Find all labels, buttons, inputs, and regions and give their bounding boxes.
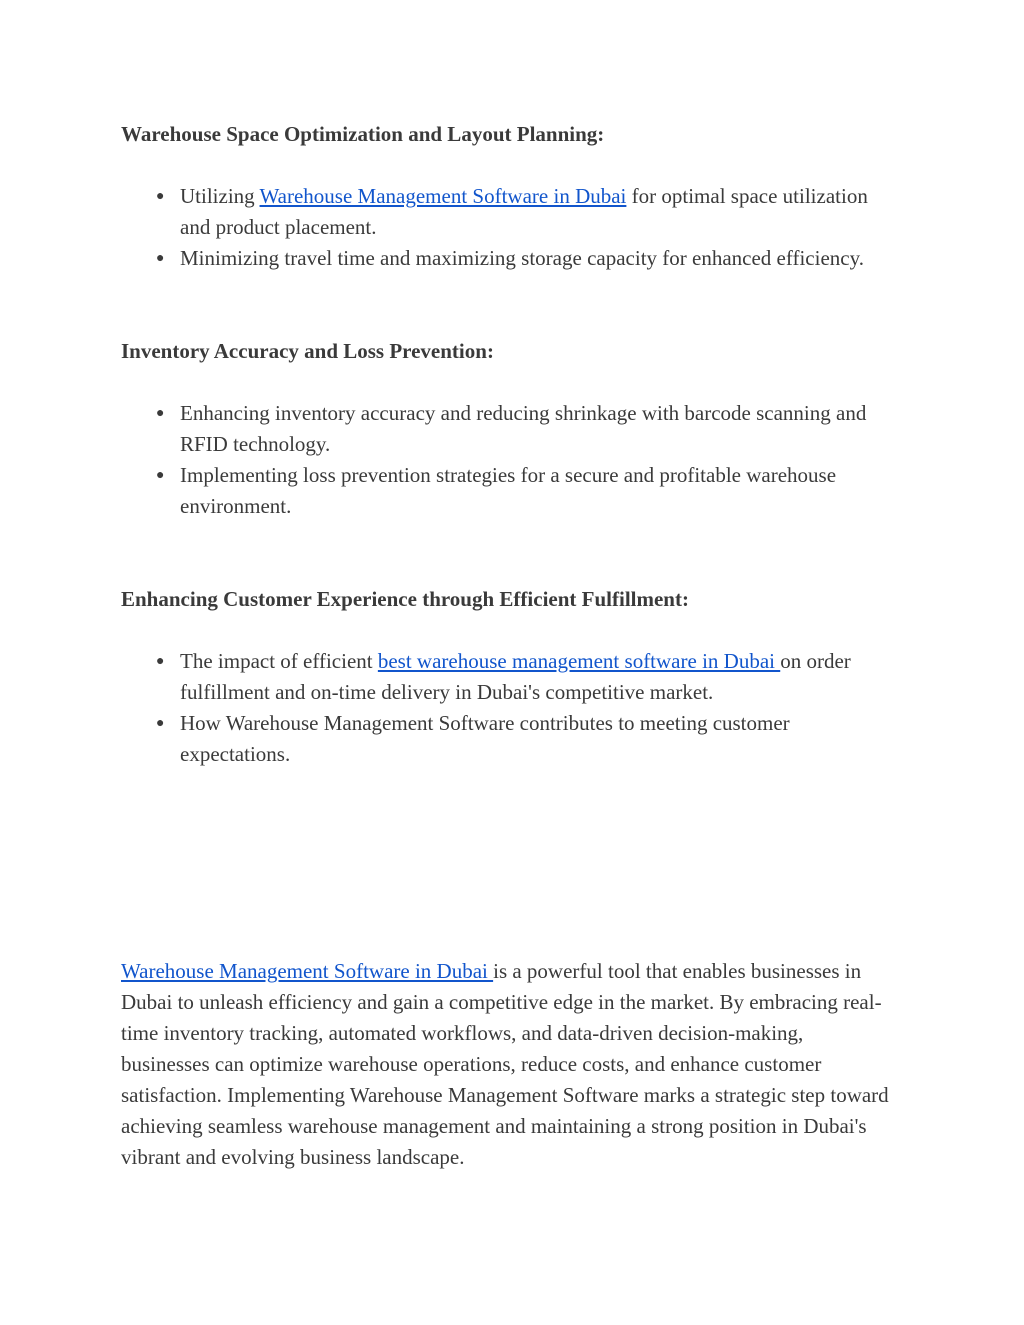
list-item-text: The impact of efficient [180,649,378,673]
list-item-text: for optimal space utilization and product placement. [180,184,868,239]
bullet-icon: ● [156,189,165,204]
list-item-text: Implementing loss prevention strategies for a secure and profitable warehouse environment. [180,463,837,518]
section-heading-customer-experience: Enhancing Customer Experience through Efficient Fulfillment: [121,587,689,611]
bullet-icon: ● [156,468,165,483]
list-item [121,708,891,770]
list-item-text: Minimizing travel time and maximizing storage capacity for enhanced efficiency. [180,246,864,270]
list-item [121,181,891,243]
list-item-text: How Warehouse Management Software contributes to meeting customer expectations. [180,711,790,766]
conclusion-text: is a powerful tool that enables businesses in Dubai to unleash efficiency and gain a competitive edge in the market. By embracing real-time inventory tracking, automated workflows, and data-driven decision-making, businesses can optimize warehouse operations, reduce costs, and enhance customer satisfaction. Implementing Warehouse Management Software marks a strategic step toward achieving seamless warehouse management and maintaining a strong position in Dubai's vibrant and evolving business landscape. [121,959,889,1169]
list-item [121,243,891,274]
bullet-icon: ● [156,654,165,669]
section-heading-space-optimization: Warehouse Space Optimization and Layout Planning: [121,122,605,146]
list-item-text: Utilizing [180,184,260,208]
section-heading-inventory-accuracy: Inventory Accuracy and Loss Prevention: [121,339,494,363]
bullet-icon: ● [156,716,165,731]
bullet-list-inventory-accuracy [121,398,891,522]
conclusion-paragraph [121,956,891,1173]
wms-dubai-conclusion-link[interactable]: Warehouse Management Software in Dubai [121,959,494,983]
list-item-text: Enhancing inventory accuracy and reducing shrinkage with barcode scanning and RFID technology. [180,401,867,456]
bullet-icon: ● [156,406,165,421]
list-item [121,398,891,460]
list-item-text: on order fulfillment and on-time delivery in Dubai's competitive market. [180,649,851,704]
list-item [121,646,891,708]
bullet-list-customer-experience [121,646,891,770]
wms-dubai-link[interactable]: Warehouse Management Software in Dubai [259,184,627,208]
list-item [121,460,891,522]
bullet-list-space-optimization [121,181,891,274]
bullet-icon: ● [156,251,165,266]
best-wms-dubai-link[interactable]: best warehouse management software in Dubai [377,649,781,673]
